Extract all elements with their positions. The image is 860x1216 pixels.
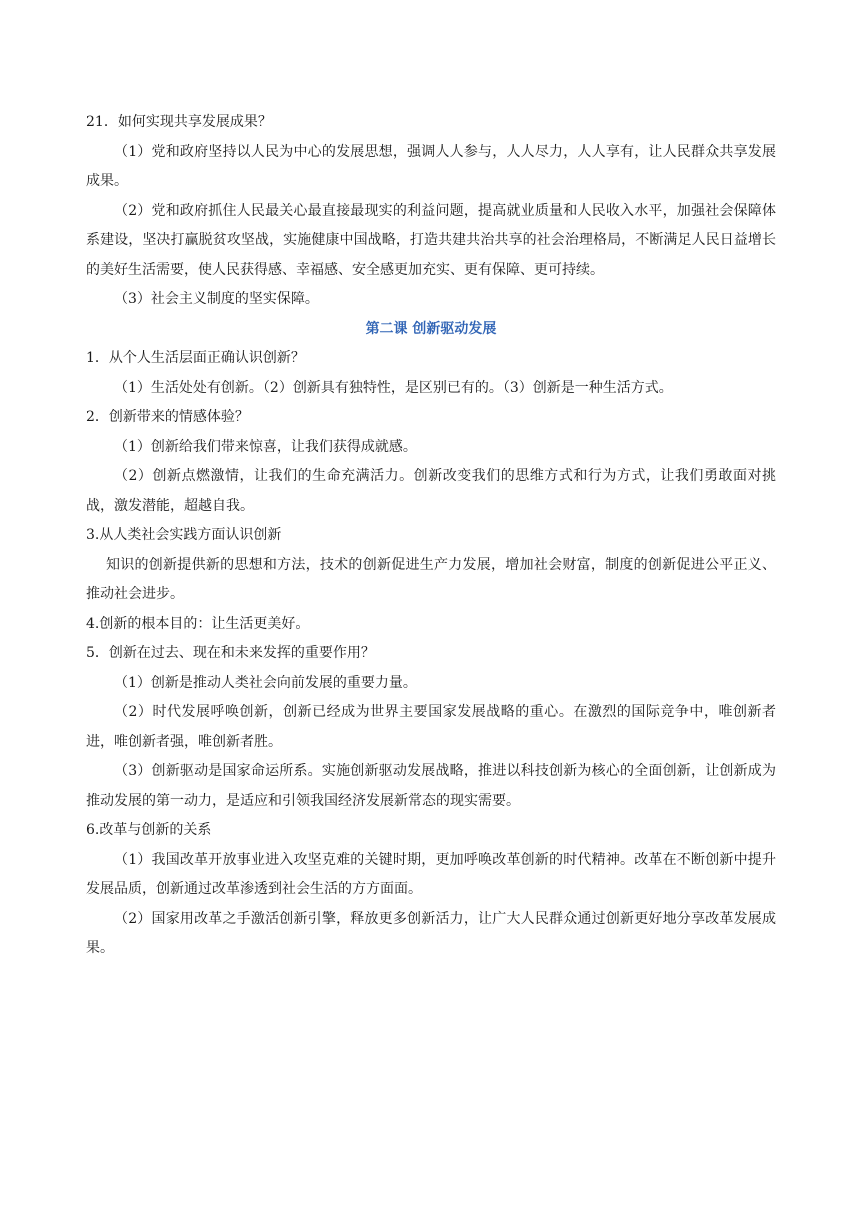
question-4-title: 4.创新的根本目的：让生活更美好。 [86, 615, 310, 632]
question-5-point-1: （1）创新是推动人类社会向前发展的重要力量。 [114, 674, 417, 691]
question-21-point-3: （3）社会主义制度的坚实保障。 [114, 291, 319, 307]
question-21-point-2: （2）党和政府抓住人民最关心最直接最现实的利益问题，提高就业质量和人民收入水平，加强社会保障体系建设，坚决打赢脱贫攻坚战，实施健康中国战略，打造共建共治共享的社会治理格局，不断满足人民日益增长的美好生活需要，使人民获得感、幸福感、安全感更加充实、更有保障、更可持续。 [86, 202, 776, 278]
question-6-point-1: （1）我国改革开放事业进入攻坚克难的关键时期，更加呼唤改革创新的时代精神。改革在不断创新中提升发展品质，创新通过改革渗透到社会生活的方方面面。 [86, 851, 776, 897]
question-21-title: 21．如何实现共享发展成果？ [86, 114, 272, 130]
question-2-title: 2．创新带来的情感体验？ [86, 409, 249, 425]
question-2-point-2: （2）创新点燃激情，让我们的生命充满活力。创新改变我们的思维方式和行为方式，让我们勇敢面对挑战，激发潜能，超越自我。 [86, 468, 776, 514]
question-5-point-2: （2）时代发展呼唤创新，创新已经成为世界主要国家发展战略的重心。在激烈的国际竞争中，唯创新者进，唯创新者强，唯创新者胜。 [86, 704, 776, 750]
question-1-point-1: （1）生活处处有创新。（2）创新具有独特性，是区别已有的。（3）创新是一种生活方式。 [114, 379, 673, 396]
question-6-point-2: （2）国家用改革之手激活创新引擎，释放更多创新活力，让广大人民群众通过创新更好地分享改革发展成果。 [86, 910, 776, 956]
question-3-title: 3.从人类社会实践方面认识创新 [86, 527, 282, 543]
question-6-title: 6.改革与创新的关系 [86, 822, 212, 838]
question-5-title: 5．创新在过去、现在和未来发挥的重要作用？ [86, 645, 375, 661]
lesson-title: 第二课 创新驱动发展 [365, 320, 497, 337]
question-21-point-1: （1）党和政府坚持以人民为中心的发展思想，强调人人参与，人人尽力，人人享有，让人民群众共享发展成果。 [86, 143, 776, 189]
question-5-point-3: （3）创新驱动是国家命运所系。实施创新驱动发展战略，推进以科技创新为核心的全面创新，让创新成为推动发展的第一动力，是适应和引领我国经济发展新常态的现实需要。 [86, 763, 776, 809]
document-body [86, 108, 776, 964]
question-1-title: 1．从个人生活层面正确认识创新？ [86, 350, 305, 366]
question-3-point-1: 知识的创新提供新的思想和方法，技术的创新促进生产力发展，增加社会财富，制度的创新促进公平正义、推动社会进步。 [86, 556, 776, 602]
question-2-point-1: （1）创新给我们带来惊喜，让我们获得成就感。 [114, 438, 417, 455]
